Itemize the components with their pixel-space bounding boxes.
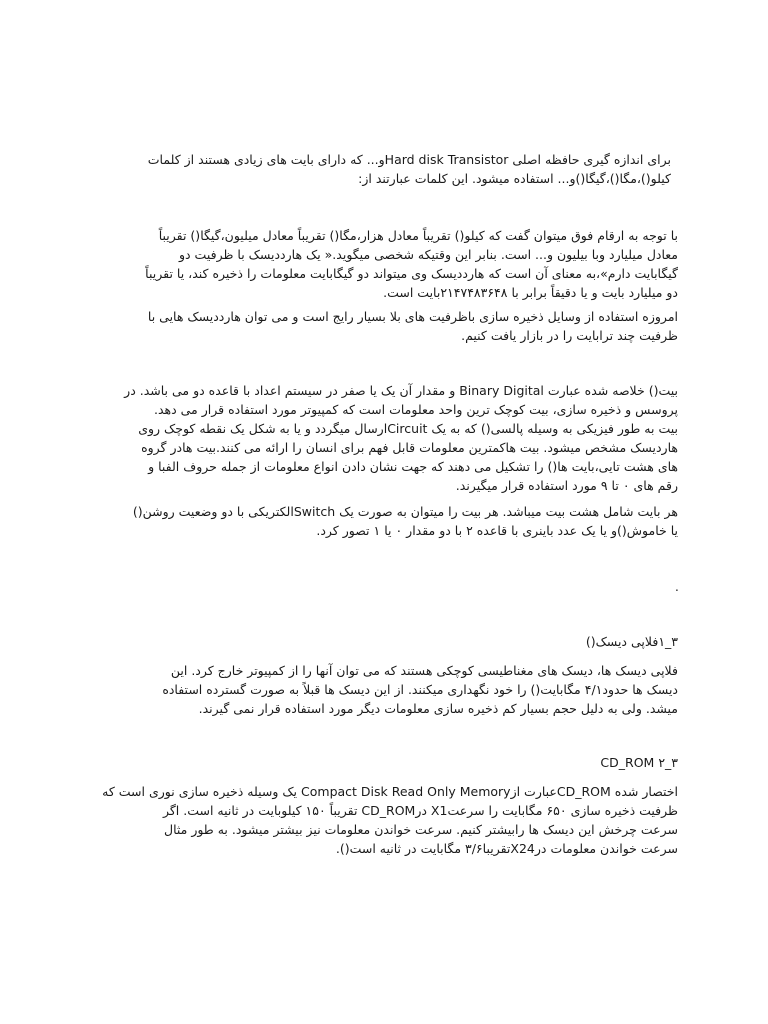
text-line: پروسس و ذخیره سازی، بیت کوچک ترین واحد معلومات است که کمپیوتر مورد استفاده قرار می دهد. xyxy=(153,402,678,417)
stray-period: . xyxy=(675,580,679,594)
text-line: معادل میلیارد وبا بیلیون و... است. بنابر این وقتیکه شخصی میگوید.« یک هارددیسک با ظرفیت دو xyxy=(178,247,678,262)
text-line: دیسک ها حدود۴/۱ مگابایت() را خود نگهداری میکنند. از این دیسک ها قبلاً به صورت گسترده استفاده xyxy=(162,682,678,697)
paragraph-cd-rom xyxy=(78,782,678,858)
text-line: بیت() خلاصه شده عبارت Binary Digital و مقدار آن یک یا صفر در سیستم اعداد با قاعده دو می باشد. در xyxy=(124,383,678,398)
text-line: یا خاموش()و یا یک عدد باینری با قاعده ۲ با دو مقدار ۰ یا ۱ تصور کرد. xyxy=(316,523,678,538)
text-line: سرعت خواندن معلومات درX24تقریبا۳/۶ مگابایت در ثانیه است(). xyxy=(335,841,678,856)
text-line: رقم های ۰ تا ۹ مورد استفاده قرار میگیرند. xyxy=(455,478,678,493)
section-heading-cd-rom: ۳_۲ CD_ROM xyxy=(600,755,678,770)
text-line: امروزه استفاده از وسایل ذخیره سازی باظرفیت های بلا بسیار رایج است و می توان هارددیسک هایی با xyxy=(147,309,678,324)
paragraph-memory-units-intro xyxy=(91,150,671,188)
text-line: با توجه به ارقام فوق میتوان گفت که کیلو() تقریباً معادل هزار،مگا() تقریباً معادل میلیون،گیگا() تقریباً xyxy=(158,228,678,243)
text-line: اختصار شده CD_ROMعبارت ازCompact Disk Read Only Memory یک وسیله ذخیره سازی نوری است که xyxy=(102,784,678,799)
text-line: ظرفیت ذخیره سازی ۶۵۰ مگابایت را سرعتX1 درCD_ROM تقریباً ۱۵۰ کیلوبایت در ثانیه است. اگر xyxy=(162,803,678,818)
text-line: گیگابایت دارم»،به معنای آن است که هارددیسک وی میتواند دو گیگابایت معلومات را ذخیره کند، یا تقریباً xyxy=(145,266,678,281)
text-line: فلاپی دیسک ها، دیسک های مغناطیسی کوچکی هستند که می توان آنها را از کمپیوتر خارج کرد. این xyxy=(170,663,678,678)
paragraph-gigabyte-explanation xyxy=(78,226,678,302)
paragraph-bit-definition xyxy=(78,381,678,495)
text-line: کیلو()،مگا()،گیگا()و... استفاده میشود. این کلمات عبارتند از: xyxy=(358,171,671,186)
text-line: بیت به طور فیزیکی به وسیله پالسی() که به یک Circuitارسال میگردد و یا به شکل یک نقطه کوچک روی xyxy=(138,421,678,436)
paragraph-floppy-disk xyxy=(78,661,678,718)
text-line: هر بایت شامل هشت بیت میباشد. هر بیت را میتوان به صورت یک Switchالکتریکی با دو وضعیت روشن() xyxy=(132,504,678,519)
section-heading-floppy-disk: ۳_۱فلاپی دیسک() xyxy=(585,634,678,649)
text-line: های هشت تایی،بایت ها() را تشکیل می دهند که جهت نشان دادن انواع معلومات از جمله حروف الفبا و xyxy=(148,459,678,474)
text-line: سرعت چرخش این دیسک ها رابیشتر کنیم. سرعت خواندن معلومات نیز بیشتر میشود. به طور مثال xyxy=(163,822,678,837)
paragraph-byte-definition xyxy=(78,502,678,540)
text-line: میشد. ولی به دلیل حجم بسیار کم ذخیره سازی معلومات دیگر مورد استفاده قرار نمی گیرند. xyxy=(198,701,678,716)
paragraph-terabyte-storage xyxy=(78,307,678,345)
text-line: برای اندازه گیری حافظه اصلی Hard disk Transistorو... که دارای بایت های زیادی هستند از کلمات xyxy=(147,152,671,167)
text-line: ظرفیت چند ترابایت را در بازار یافت کنیم. xyxy=(461,328,678,343)
text-line: هاردیسک مشخص میشود. بیت هاکمترین معلومات قابل فهم برای انسان را ارائه می کنند.بیت هادر گروه xyxy=(141,440,678,455)
text-line: دو میلیارد بایت و یا دقیقاً برابر با ۲۱۴۷۴۸۳۶۴۸بایت است. xyxy=(383,285,678,300)
